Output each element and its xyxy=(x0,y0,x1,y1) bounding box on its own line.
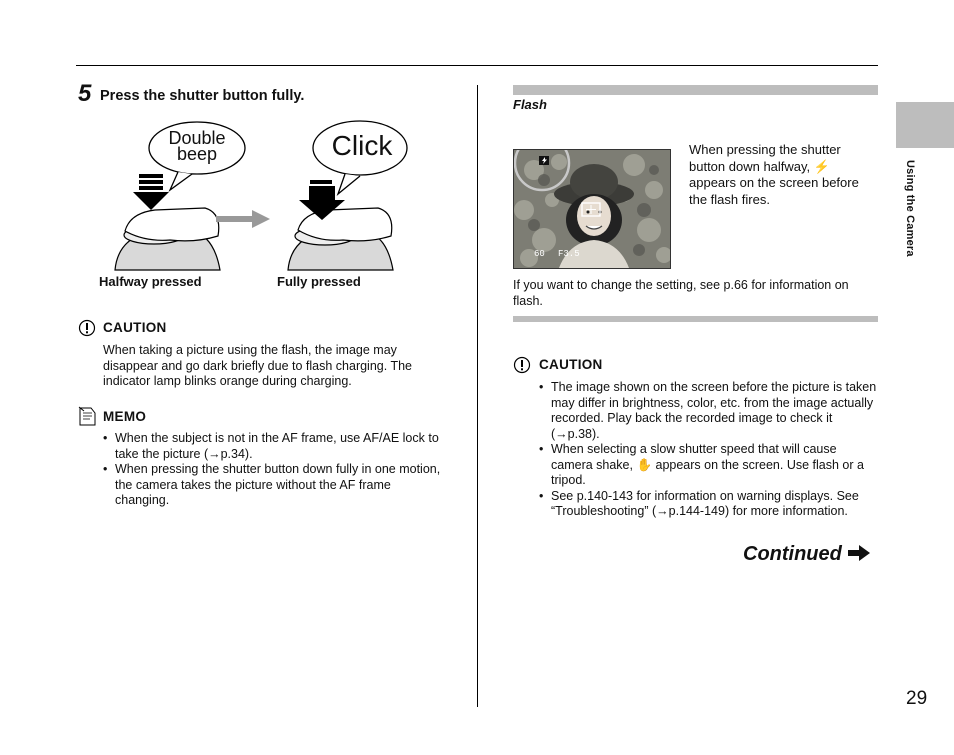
label-halfway: Halfway pressed xyxy=(99,274,202,289)
memo-icon xyxy=(77,405,97,427)
finger-right xyxy=(298,208,392,241)
arrow-right-icon xyxy=(847,544,871,562)
caution-item: • When selecting a slow shutter speed that will cause camera shake, ✋ appears on the screen. Use flash or a tripod. xyxy=(539,442,879,489)
label-fully: Fully pressed xyxy=(277,274,361,289)
bubble-left-line2: beep xyxy=(176,144,218,164)
flash-description: When pressing the shutter button down halfway, ⚡ appears on the screen before the flash fires. xyxy=(689,142,859,208)
memo-item: • When pressing the shutter button down fully in one motion, the camera takes the picture without the AF frame changing. xyxy=(103,462,441,509)
bubble-text-left xyxy=(155,130,239,162)
continued-label xyxy=(743,543,871,566)
lcd-shutter: 60 xyxy=(534,249,545,259)
half-press-arrow xyxy=(133,192,169,210)
section-bar-mid xyxy=(513,316,878,322)
memo-title: MEMO xyxy=(103,409,147,424)
transition-arrow xyxy=(216,210,270,228)
page-number: 29 xyxy=(906,688,928,709)
caution-item: • See p.140-143 for information on warning displays. See “Troubleshooting” (→p.144-149) for more information. xyxy=(539,489,879,520)
memo-item: • When the subject is not in the AF frame, use AF/AE lock to take the picture (→p.34). xyxy=(103,431,441,462)
caution-icon xyxy=(513,356,531,374)
caution-item: • The image shown on the screen before the picture is taken may differ in brightness, color, etc. from the image actually recorded. Play back the recorded image to check it (→p.38). xyxy=(539,380,879,442)
caution-list-right xyxy=(539,380,879,520)
bubble-left-line1: Double xyxy=(168,128,226,148)
caution-text-left: When taking a picture using the flash, the image may disappear and go dark briefly due to flash charging. The indicator lamp blinks orange during charging. xyxy=(103,343,412,388)
side-tab-label: Using the Camera xyxy=(904,160,916,257)
top-rule xyxy=(76,65,878,66)
caution-icon xyxy=(78,319,96,337)
side-tab xyxy=(896,102,954,148)
step-number: 5 xyxy=(78,80,92,107)
caution-title-left: CAUTION xyxy=(103,320,167,335)
caution-title-right: CAUTION xyxy=(539,357,603,372)
flash-title: Flash xyxy=(513,97,547,112)
flash-setting-note: If you want to change the setting, see p.66 for information on flash. xyxy=(513,278,849,308)
column-divider xyxy=(477,85,478,707)
finger-left xyxy=(125,208,219,241)
lcd-image xyxy=(514,150,670,268)
continued-text: Continued xyxy=(743,543,842,565)
bubble-text-right: Click xyxy=(331,130,393,161)
section-bar-top xyxy=(513,85,878,95)
lcd-aperture: F3.5 xyxy=(558,249,580,259)
lcd-screen xyxy=(513,149,671,269)
memo-list xyxy=(103,431,441,509)
step-instruction: Press the shutter button fully. xyxy=(100,88,305,104)
